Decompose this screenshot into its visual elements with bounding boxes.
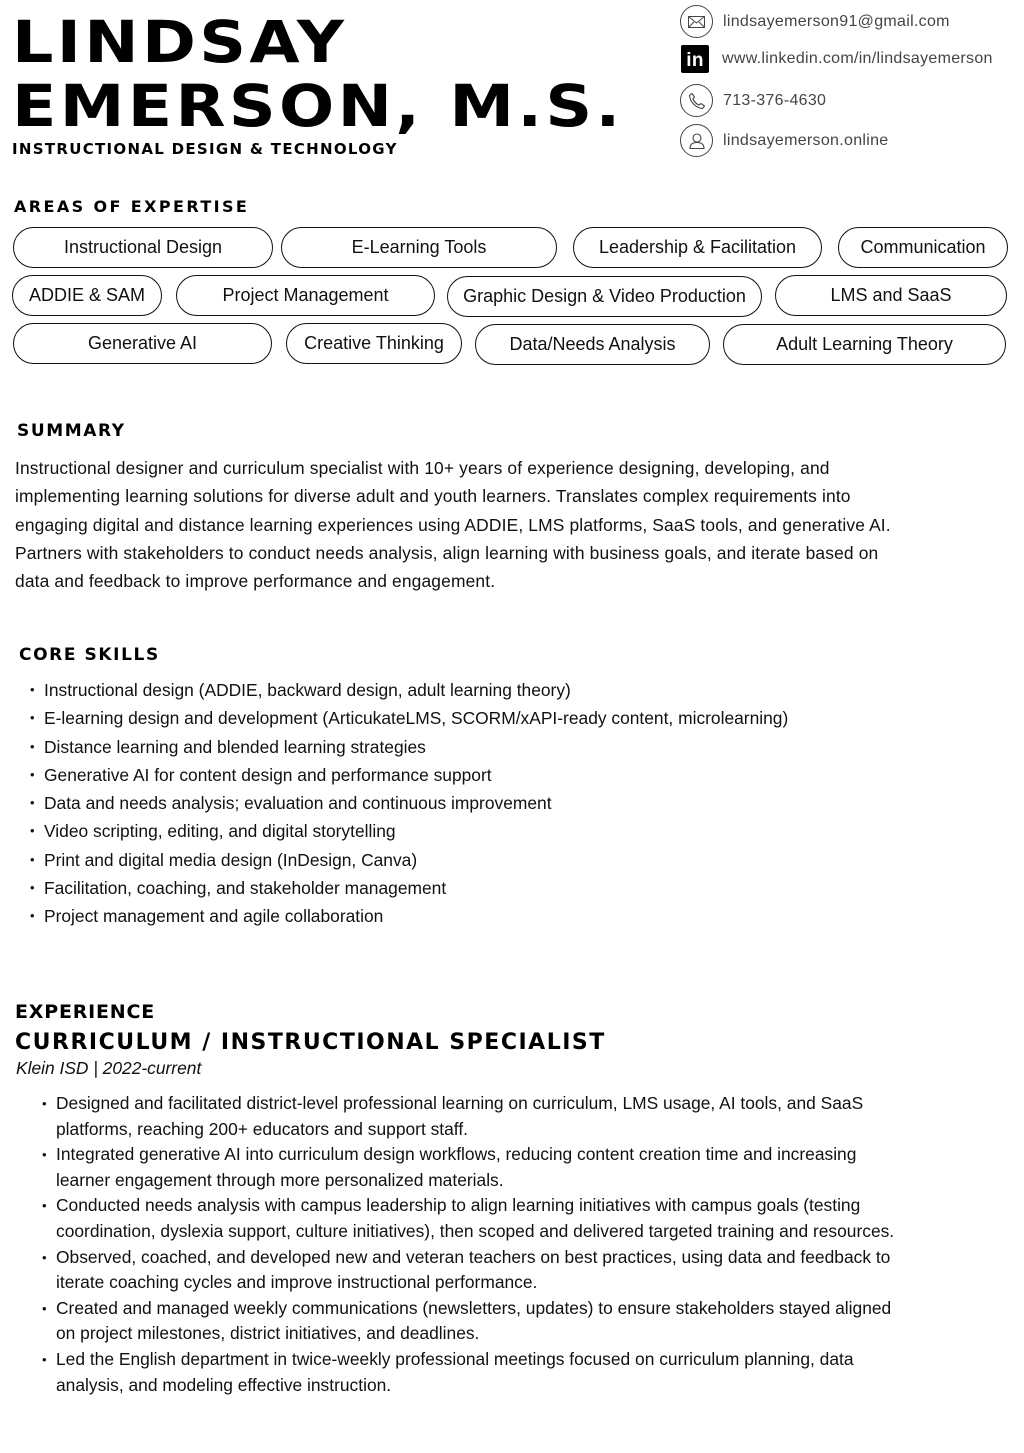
expertise-pill: ADDIE & SAM [12,275,162,316]
skills-heading: CORE SKILLS [19,645,160,665]
expertise-pill: Graphic Design & Video Production [447,276,762,317]
list-item: • Data and needs analysis; evaluation and continuous improvement [44,789,788,817]
linkedin-icon: in [681,45,709,73]
expertise-pill: Creative Thinking [286,323,462,364]
envelope-icon [680,5,713,38]
list-item: • Designed and facilitated district-level professional learning on curriculum, LMS usage, AI tools, and SaaS platforms, reaching 200+ educators and support staff. [56,1091,1021,1142]
list-item: • Observed, coached, and developed new and veteran teachers on best practices, using data and feedback to iterate coaching cycles and improve instructional performance. [56,1245,1021,1296]
experience-heading: EXPERIENCE [15,1001,156,1023]
list-item: • Facilitation, coaching, and stakeholder management [44,874,788,902]
contact-email [680,5,950,38]
user-icon [680,124,713,157]
list-item: • Led the English department in twice-weekly professional meetings focused on curriculum planning, data analysis, and modeling effective instruction. [56,1347,1021,1398]
list-item: • Instructional design (ADDIE, backward design, adult learning theory) [44,676,788,704]
list-item: • Conducted needs analysis with campus leadership to align learning initiatives with campus goals (testing coordination, dyslexia support, culture initiatives), then scoped and delivered targeted training and resources. [56,1193,1021,1244]
contact-website [680,124,889,157]
expertise-pill: Data/Needs Analysis [475,324,710,365]
email-link[interactable]: lindsayemerson91@gmail.com [723,12,950,30]
job-org-dates: Klein ISD | 2022-current [16,1058,202,1078]
list-item: • E-learning design and development (ArticukateLMS, SCORM/xAPI-ready content, microlearning) [44,704,788,732]
skills-list [44,676,788,931]
list-item: • Integrated generative AI into curriculum design workflows, reducing content creation time and increasing learner engagement through more personalized materials. [56,1142,1021,1193]
list-item: • Distance learning and blended learning strategies [44,733,788,761]
expertise-pill: Leadership & Facilitation [573,227,822,268]
job-bullets [56,1091,1021,1398]
summary-heading: SUMMARY [17,421,126,441]
expertise-pill: Project Management [176,275,435,316]
expertise-pill: Adult Learning Theory [723,324,1006,365]
job-title: CURRICULUM / INSTRUCTIONAL SPECIALIST [15,1030,606,1055]
contact-linkedin [680,45,993,73]
linkedin-link[interactable]: www.linkedin.com/in/lindsayemerson [722,50,993,67]
expertise-pill: LMS and SaaS [775,275,1007,316]
list-item: • Video scripting, editing, and digital storytelling [44,817,788,845]
summary-text: Instructional designer and curriculum specialist with 10+ years of experience designing, developing, and implementing learning solutions for diverse adult and youth learners. Translates complex requirements into engaging digital and distance learning experiences using ADDIE, LMS platforms, SaaS tools, and generative AI. Partners with stakeholders to conduct needs analysis, align learning with business goals, and iterate based on data and feedback to improve performance and engagement. [15,458,891,592]
expertise-pill: Communication [838,227,1008,268]
website-link[interactable]: lindsayemerson.online [723,131,889,149]
expertise-heading: AREAS OF EXPERTISE [14,197,250,216]
expertise-pill: E-Learning Tools [281,227,557,268]
expertise-pill: Generative AI [13,323,272,364]
candidate-name: LINDSAY EMERSON, M.S. [12,8,624,140]
list-item: • Project management and agile collaboration [44,902,788,930]
contact-phone: 713-376-4630 [680,84,826,117]
list-item: • Print and digital media design (InDesign, Canva) [44,846,788,874]
candidate-subtitle: INSTRUCTIONAL DESIGN & TECHNOLOGY [12,140,398,158]
list-item: • Created and managed weekly communications (newsletters, updates) to ensure stakeholders stayed aligned on project milestones, district initiatives, and deadlines. [56,1296,1021,1347]
phone-icon [680,84,713,117]
expertise-pill: Instructional Design [13,227,273,268]
list-item: • Generative AI for content design and performance support [44,761,788,789]
